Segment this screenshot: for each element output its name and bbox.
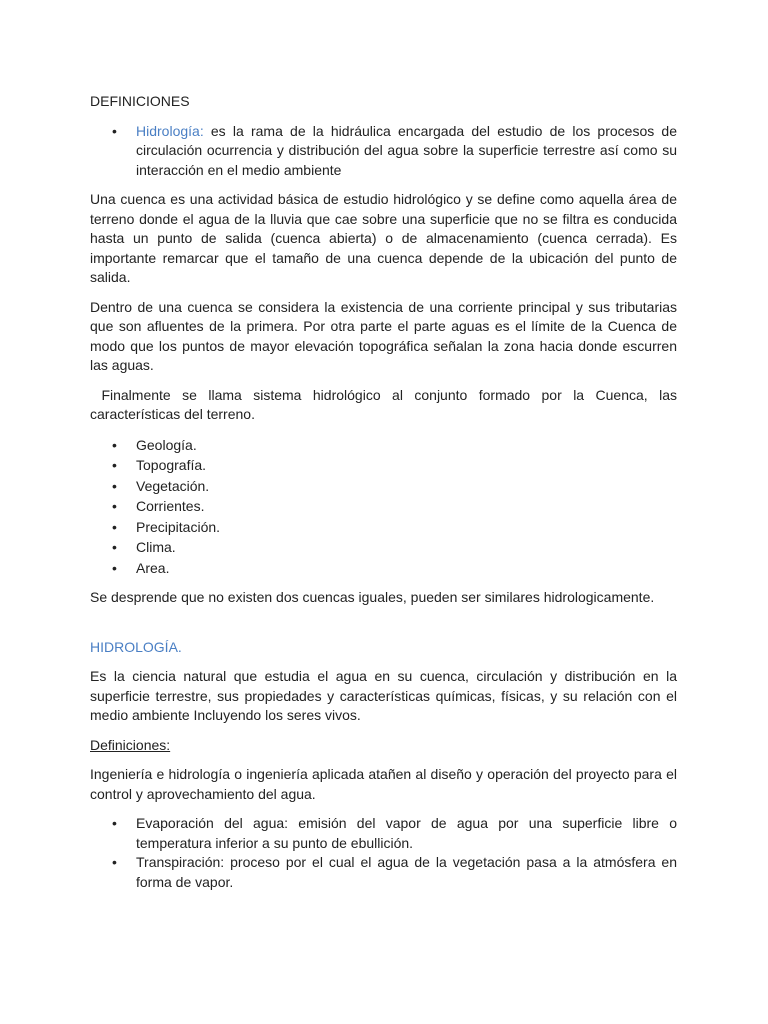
definition-list — [90, 122, 677, 181]
heading-hidrologia: HIDROLOGÍA. — [90, 638, 182, 655]
process-list — [90, 814, 677, 892]
paragraph-ciencia: Es la ciencia natural que estudia el agua en su cuenca, circulación y distribución en la superficie terrestre, sus propiedades y características químicas, físicas, y su relación con el medio ambiente Incluyendo los seres vivos. — [90, 668, 677, 723]
paragraph-corriente: Dentro de una cuenca se considera la existencia de una corriente principal y sus tributarias que son afluentes de la primera. Por otra parte el parte aguas es el límite de la Cuenca de modo que los puntos de mayor elevación topográfica señalan la zona hacia donde escurren las aguas. — [90, 298, 677, 373]
list-item: • Precipitación. — [90, 517, 677, 538]
paragraph-ingenieria: Ingeniería e hidrología o ingeniería aplicada atañen al diseño y operación del proyecto para el control y aprovechamiento del agua. — [90, 766, 677, 802]
list-item: • Clima. — [90, 537, 677, 558]
list-item: • Vegetación. — [90, 476, 677, 497]
list-item: • Topografía. — [90, 455, 677, 476]
list-item-evaporacion: • Evaporación del agua: emisión del vapor de agua por una superficie libre o temperatura inferior a su punto de ebullición. — [90, 814, 677, 853]
characteristics-list — [90, 435, 677, 579]
heading-definiciones: DEFINICIONES — [90, 93, 190, 109]
list-item: • Corrientes. — [90, 496, 677, 517]
term-hidrologia: Hidrología: — [136, 122, 204, 139]
subheading-text: Definiciones: — [90, 736, 171, 753]
list-item-transpiracion: • Transpiración: proceso por el cual el agua de la vegetación pasa a la atmósfera en forma de vapor. — [90, 853, 677, 892]
subheading-definiciones — [90, 736, 677, 756]
paragraph-conclusion: Se desprende que no existen dos cuencas iguales, pueden ser similares hidrologicamente. — [90, 589, 655, 605]
document-page — [90, 92, 681, 902]
list-item: • Area. — [90, 558, 677, 579]
paragraph-cuenca: Una cuenca es una actividad básica de estudio hidrológico y se define como aquella área de terreno donde el agua de la lluvia que cae sobre una superficie que no se filtra es conducida hasta un punto de salida (cuenca abierta) o de almacenamiento (cuenca cerrada). Es importante remarcar que el tamaño de una cuenca depende de la ubicación del punto de salida. — [90, 191, 677, 285]
list-item-hidrologia — [90, 122, 677, 181]
term-hidrologia-text: es la rama de la hidráulica encargada del estudio de los procesos de circulación ocurrencia y distribución del agua sobre la superficie terrestre así como su interacción en el medio ambiente — [136, 122, 677, 178]
list-item: • Geología. — [90, 435, 677, 456]
paragraph-sistema: Finalmente se llama sistema hidrológico al conjunto formado por la Cuenca, las características del terreno. — [90, 386, 681, 422]
